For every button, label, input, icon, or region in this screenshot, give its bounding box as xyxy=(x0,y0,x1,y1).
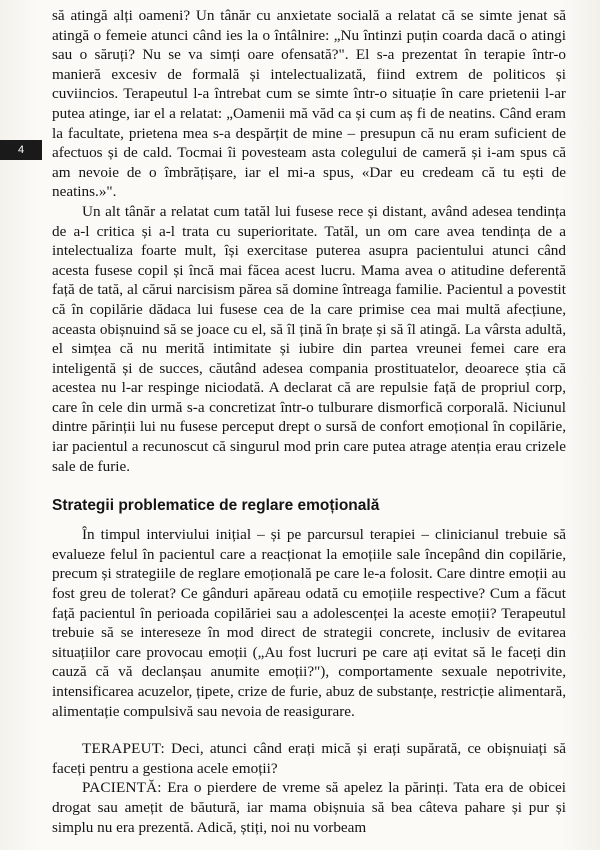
chapter-thumb-tab: 4 xyxy=(0,140,42,160)
dialogue-block xyxy=(52,739,566,837)
dialogue-text: Deci, atunci când erați mică și erați supărată, ce obișnuiați să faceți pentru a gestiona acele emoții? xyxy=(52,740,566,777)
speaker-label: PACIENTĂ: xyxy=(82,779,162,797)
dialogue-text: Era o pierdere de vreme să apelez la părinți. Tata era de obicei drogat sau amețit de băutură, iar mama obișnuia să bea câteva pahare și pur și simplu nu era prezentă. Adică, știți, noi nu vorbeam xyxy=(52,779,566,836)
section-heading: Strategii problematice de reglare emoțională xyxy=(52,497,380,515)
dialogue-line-therapist xyxy=(52,739,566,778)
body-paragraph-continuation: să atingă alți oameni? Un tânăr cu anxietate socială a relatat că se simte jenat să atingă o femeie atunci când ies la o întâlnire: „Nu întinzi puțin coarda dacă o atingi sau o săruți? Nu se va simți oare ofensată?". El s-a prezentat în terapie într-o manieră excesiv de formală și intelectualizată, fiind extrem de politicos și cuviincios. Terapeutul l-a întrebat cum se simte într-o situație în care prietenii l-ar putea atinge, iar el a relatat: „Oamenii mă văd ca și cum aș fi de neatins. Când eram la facultate, prietena mea s-a despărțit de mine – presupun că nu eram suficient de afectuos și de cald. Tocmai îi povesteam asta colegului de cameră și i-am spus că am nevoie de o îmbrățișare, iar el mi-a spus, «Dar eu credeam că tu ești de neatins.»". xyxy=(52,7,566,201)
dialogue-line-patient xyxy=(52,778,566,837)
speaker-label: TERAPEUT: xyxy=(82,740,165,758)
page-content xyxy=(52,6,566,837)
body-paragraph: Un alt tânăr a relatat cum tatăl lui fusese rece și distant, având adesea tendința de a-l critica și a-l trata cu superioritate. Tatăl, un om care avea tendința de a intelectualiza foarte mult, își exercitase puterea asupra pacientului atunci când acesta fusese copil și încă mai făcea acest lucru. Mama avea o atitudine deferentă față de tată, al cărui narcisism părea să domine întreaga familie. Pacientul a povestit că în copilărie dădaca lui fusese cea de la care primise cea mai multă afecțiune, aceasta obișnuind să se joace cu el, să îl țină în brațe și să îl atingă. La vârsta adultă, el simțea că nu merită intimitate și iubire din partea vreunei femei care era inteligentă și de succes, căutând adesea compania prostituatelor, deoarece știa că acestea nu l-ar respinge niciodată. A declarat că are repulsie față de propriul corp, care în cele din urmă s-a concretizat într-o tulburare dismorfică corporală. Niciunul dintre părinții lui nu fusese perceput drept o sursă de confort emoțional în copilărie, iar pacientul a recunoscut că singurul mod prin care putea atrage atenția erau crizele sale de furie. xyxy=(52,202,566,475)
section-body-paragraph: În timpul interviului inițial – și pe parcursul terapiei – clinicianul trebuie să evalueze felul în pacientul care a reacționat la emoțiile sale începând din copilărie, precum și strategiile de reglare emoțională pe care le-a folosit. Care dintre emoții au fost greu de tolerat? Ce gânduri apăreau odată cu emoțiile respective? Cum a făcut față pacientul în perioada copilăriei sau a adolescenței la aceste emoții? Terapeutul trebuie să se intereseze în mod direct de strategii concrete, inclusiv de evitarea situațiilor care provocau emoții („Au fost lucruri pe care ați evitat să le faceți din cauză că vă declanșau anumite emoții?"), comportamente sexuale nepotrivite, intensificarea acuzelor, țipete, crize de furie, abuz de substanțe, restricție alimentară, alimentație compulsivă sau nevoia de reasigurare. xyxy=(52,526,566,720)
